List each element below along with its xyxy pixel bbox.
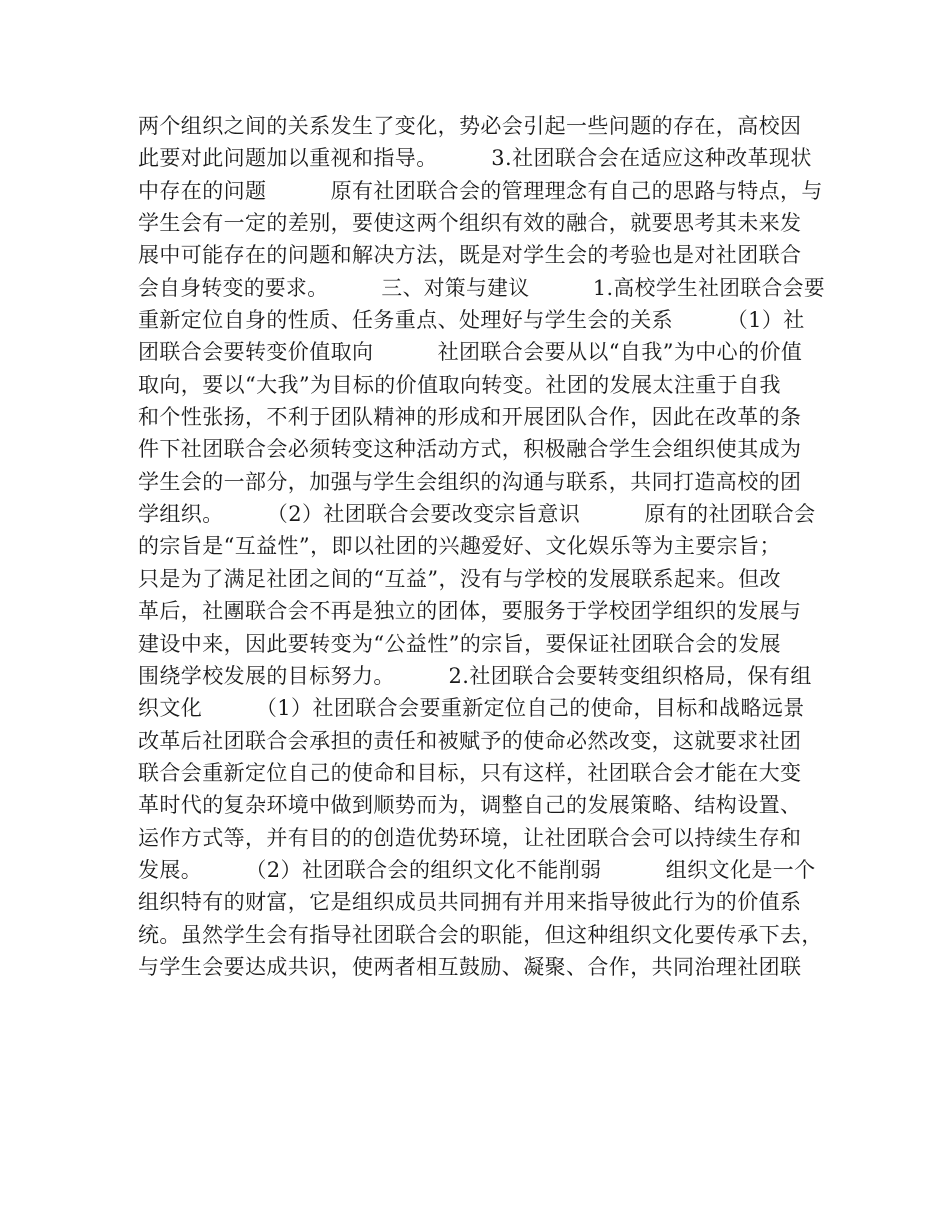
text-line: 织文化 （1）社团联合会要重新定位自己的使命，目标和战略远景	[138, 696, 805, 721]
text-line: 改革后社团联合会承担的责任和被赋予的使命必然改变，这就要求社团	[138, 728, 802, 753]
text-line: 两个组织之间的关系发生了变化，势必会引起一些问题的存在，高校因	[138, 114, 802, 138]
body-text	[138, 110, 828, 983]
text-line: 团联合会要转变价值取向 社团联合会要从以“自我”为中心的价值	[138, 340, 803, 365]
text-line: 只是为了满足社团之间的“互益”，没有与学校的发展联系起来。但改	[138, 566, 781, 591]
text-line: 学生会的一部分，加强与学生会组织的沟通与联系，共同打造高校的团	[138, 469, 802, 494]
text-line: 展中可能存在的问题和解决方法，既是对学生会的考验也是对社团联合	[138, 243, 802, 268]
text-line: 革后，社團联合会不再是独立的团体，要服务于学校团学组织的发展与	[138, 599, 802, 624]
text-line: 革时代的复杂环境中做到顺势而为，调整自己的发展策略、结构设置、	[138, 793, 802, 818]
text-line: 会自身转变的要求。 三、对策与建议 1.高校学生社团联合会要	[138, 275, 826, 300]
text-line: 和个性张扬，不利于团队精神的形成和开展团队合作，因此在改革的条	[138, 405, 802, 430]
text-line: 组织特有的财富，它是组织成员共同拥有并用来指导彼此行为的价值系	[138, 890, 802, 915]
text-line: 联合会重新定位自己的使命和目标，只有这样，社团联合会才能在大变	[138, 760, 802, 785]
text-line: 发展。 （2）社团联合会的组织文化不能削弱 组织文化是一个	[138, 857, 816, 882]
text-line: 与学生会要达成共识，使两者相互鼓励、凝聚、合作，共同治理社团联	[138, 954, 802, 979]
text-line: 运作方式等，并有目的的创造优势环境，让社团联合会可以持续生存和	[138, 825, 802, 850]
text-line: 件下社团联合会必须转变这种活动方式，积极融合学生会组织使其成为	[138, 437, 802, 462]
text-line: 学组织。 （2）社团联合会要改变宗旨意识 原有的社团联合会	[138, 502, 816, 527]
text-line: 建设中来，因此要转变为“公益性”的宗旨，要保证社团联合会的发展	[138, 631, 781, 656]
text-line: 围绕学校发展的目标努力。 2.社团联合会要转变组织格局，保有组	[138, 663, 812, 688]
text-line: 中存在的问题 原有社团联合会的管理理念有自己的思路与特点，与	[138, 178, 823, 203]
text-line: 统。虽然学生会有指导社团联合会的职能，但这种组织文化要传承下去，	[138, 922, 823, 947]
text-line: 的宗旨是“互益性”，即以社团的兴趣爱好、文化娱乐等为主要宗旨；	[138, 534, 781, 559]
text-line: 重新定位自身的性质、任务重点、处理好与学生会的关系 （1）社	[138, 308, 805, 333]
text-line: 学生会有一定的差别，要使这两个组织有效的融合，就要思考其未来发	[138, 211, 802, 236]
text-line: 取向，要以“大我”为目标的价值取向转变。社团的发展太注重于自我	[138, 372, 781, 397]
text-line: 此要对此问题加以重视和指导。 3.社团联合会在适应这种改革现状	[138, 146, 812, 171]
